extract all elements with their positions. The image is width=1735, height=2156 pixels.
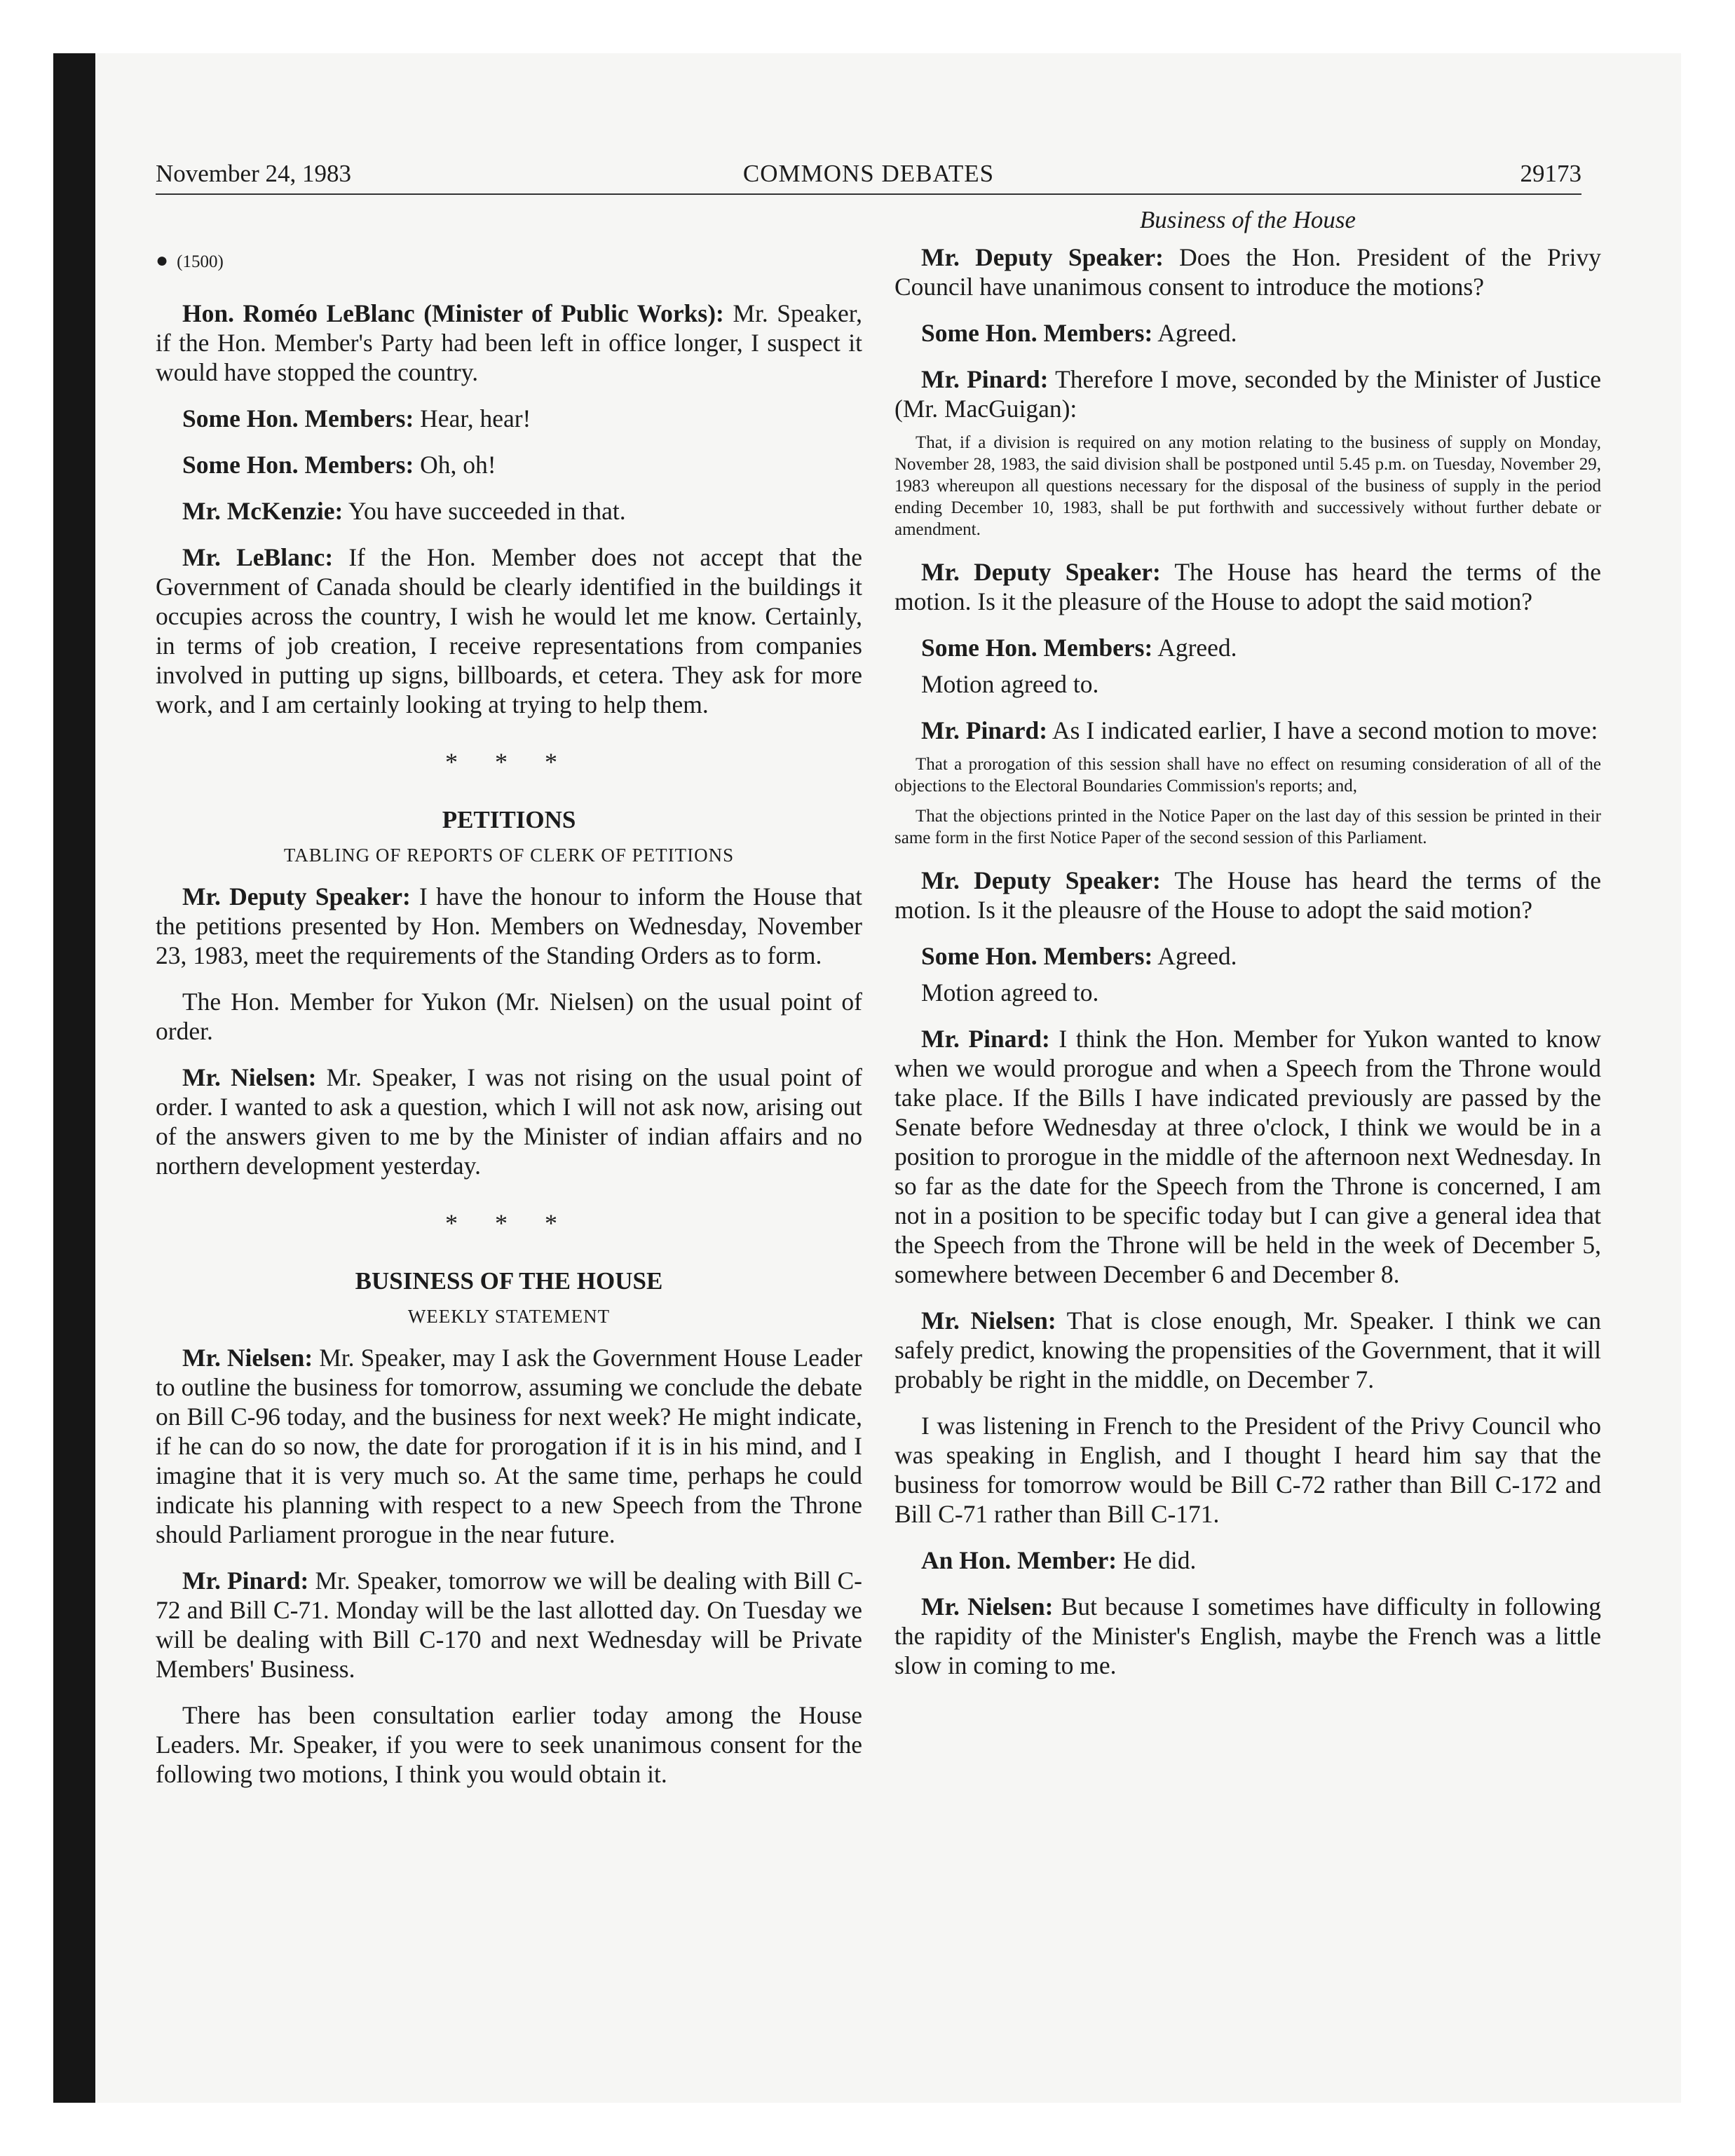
speaker-name: Mr. LeBlanc:: [182, 543, 334, 571]
speech-paragraph: [156, 450, 862, 479]
speech-paragraph: [156, 1063, 862, 1180]
speech-text: The House has heard the terms of the motion. Is it the pleasure of the House to adopt the said motion?: [894, 558, 1601, 615]
speech-text: Motion agreed to.: [921, 978, 1099, 1007]
header-page-number: 29173: [1520, 160, 1581, 187]
speaker-name: Some Hon. Members:: [182, 451, 414, 479]
speech-paragraph: [156, 1343, 862, 1549]
motion-text: That, if a division is required on any motion relating to the business of supply on Monday, November 28, 1983, the said division shall be postponed until 5.45 p.m. on Tuesday, November 29, 1983 whereupon all questions necessary for the disposal of the business of supply in the period ending December 10, 1983, shall be put forthwith and successively without further debate or amendment.: [894, 433, 1601, 539]
speaker-name: Mr. Deputy Speaker:: [182, 882, 411, 910]
speech-paragraph: [156, 543, 862, 719]
speech-text: But because I sometimes have difficulty in following the rapidity of the Minister's English, maybe the French was a little slow in coming to me.: [894, 1592, 1601, 1679]
speaker-name: Hon. Roméo LeBlanc (Minister of Public Works):: [182, 299, 724, 327]
section-heading-business: BUSINESS OF THE HOUSE: [355, 1267, 663, 1295]
speaker-name: Some Hon. Members:: [921, 942, 1153, 970]
speech-text: Agreed.: [1152, 319, 1237, 347]
speech-paragraph: [894, 633, 1601, 662]
speech-paragraph: [894, 1024, 1601, 1289]
speaker-name: Mr. Pinard:: [182, 1567, 309, 1595]
speech-paragraph: [156, 1700, 862, 1789]
speech-text: There has been consultation earlier today among the House Leaders. Mr. Speaker, if you were to seek unanimous consent for the following two motions, I think you would obtain it.: [156, 1701, 862, 1788]
header-rule: [156, 193, 1581, 195]
speaker-name: Mr. Pinard:: [921, 716, 1048, 744]
speech-text: I think the Hon. Member for Yukon wanted to know when we would prorogue and when a Speech from the Throne would take place. If the Bills I have indicated previously are passed by the Senate before Wednesday at three o'clock, I think we would be in a position to prorogue in the middle of the afternoon next Wednesday. In so far as the date for the Speech from the Throne is concerned, I am not in a position to be specific today but I can give a general idea that the Speech from the Throne will be held in the week of December 5, somewhere between December 6 and December 8.: [894, 1025, 1602, 1288]
speech-text: I was listening in French to the President of the Privy Council who was speaking in English, and I thought I heard him say that the business for tomorrow would be Bill C-72 rather than Bill C-172 and Bill C-71 rather than Bill C-171.: [894, 1412, 1601, 1528]
speaker-name: Mr. Nielsen:: [921, 1592, 1054, 1621]
section-subheading: TABLING OF REPORTS OF CLERK OF PETITIONS: [283, 845, 735, 866]
speech-paragraph: [894, 669, 1601, 699]
speaker-name: Mr. Deputy Speaker:: [921, 558, 1161, 586]
speech-paragraph: [156, 496, 862, 526]
speech-paragraph: [894, 1592, 1601, 1680]
speech-paragraph: [894, 1411, 1601, 1529]
scan-edge: [53, 53, 95, 2103]
speech-paragraph: [894, 1546, 1601, 1575]
speech-text: You have succeeded in that.: [343, 497, 626, 525]
speech-text: Mr. Speaker, I was not rising on the usual point of order. I wanted to ask a question, which I will not ask now, arising out of the answers given to me by the Minister of indian affairs and no northern development yesterday.: [156, 1063, 863, 1180]
speech-text: Motion agreed to.: [921, 670, 1099, 698]
speech-text: Mr. Speaker, tomorrow we will be dealing with Bill C-72 and Bill C-71. Monday will be the last allotted day. On Tuesday we will be dealing with Bill C-170 and next Wednesday will be Private Members' Business.: [156, 1567, 862, 1683]
speech-paragraph: [894, 978, 1601, 1007]
speech-text: I have the honour to inform the House that the petitions presented by Hon. Members on Wednesday, November 23, 1983, meet the requirements of the Standing Orders as to form.: [156, 882, 863, 969]
speaker-name: Mr. Pinard:: [921, 1025, 1050, 1053]
speech-text: Mr. Speaker, may I ask the Government House Leader to outline the business for tomorrow, assuming we conclude the debate on Bill C-96 today, and the business for next week? He might indicate, if he can do so now, the date for prorogation if it is in his mind, and I imagine that it is very much so. At the same time, perhaps he could indicate his planning with respect to a new Speech from the Throne should Parliament prorogue in the near future.: [156, 1344, 862, 1548]
speech-paragraph: [894, 318, 1601, 348]
speech-paragraph: [894, 243, 1601, 301]
speaker-name: Mr. Nielsen:: [182, 1063, 317, 1091]
speaker-name: Some Hon. Members:: [921, 319, 1153, 347]
speech-text: Does the Hon. President of the Privy Council have unanimous consent to introduce the motions?: [894, 243, 1601, 301]
speaker-name: Mr. Deputy Speaker:: [921, 866, 1161, 894]
speaker-name: Mr. Nielsen:: [921, 1306, 1056, 1335]
speaker-name: Mr. Pinard:: [921, 365, 1049, 393]
speech-paragraph: [894, 364, 1601, 423]
speech-paragraph: [894, 716, 1601, 745]
speaker-name: Mr. McKenzie:: [182, 497, 343, 525]
speech-paragraph: [156, 1566, 862, 1684]
speech-paragraph: [894, 1306, 1601, 1394]
header-date: November 24, 1983: [156, 160, 351, 187]
speech-paragraph: [894, 557, 1601, 616]
motion-text: That the objections printed in the Notice Paper on the last day of this session be printed in their same form in the first Notice Paper of the second session of this Parliament.: [894, 807, 1601, 847]
time-mark: [156, 248, 862, 275]
time-mark-text: (1500): [177, 252, 224, 271]
speech-paragraph: [894, 941, 1601, 971]
speaker-name: Mr. Nielsen:: [182, 1344, 313, 1372]
speech-text: Agreed.: [1152, 634, 1237, 662]
speaker-name: Some Hon. Members:: [921, 634, 1153, 662]
speech-text: Hear, hear!: [414, 404, 531, 432]
speaker-name: Some Hon. Members:: [182, 404, 414, 432]
speech-text: Therefore I move, seconded by the Minister of Justice (Mr. MacGuigan):: [894, 365, 1601, 423]
speech-paragraph: [156, 404, 862, 433]
motion-text: That a prorogation of this session shall have no effect on resuming consideration of all of the objections to the Electoral Boundaries Commission's reports; and,: [894, 755, 1601, 796]
speech-text: The Hon. Member for Yukon (Mr. Nielsen) on the usual point of order.: [156, 988, 862, 1045]
speech-text: As I indicated earlier, I have a second motion to move:: [1047, 716, 1598, 744]
speech-text: Oh, oh!: [414, 451, 496, 479]
section-separator: * * *: [445, 1209, 573, 1237]
bullet-icon: ●: [156, 249, 169, 272]
speech-paragraph: [156, 882, 862, 970]
left-column: [156, 209, 862, 1806]
section-separator: * * *: [445, 748, 573, 776]
section-heading-petitions: PETITIONS: [442, 806, 576, 833]
speech-paragraph: [156, 987, 862, 1046]
speech-text: He did.: [1117, 1546, 1197, 1574]
speech-text: Mr. Speaker, if the Hon. Member's Party had been left in office longer, I suspect it would have stopped the country.: [156, 299, 862, 386]
speaker-name: An Hon. Member:: [921, 1546, 1117, 1574]
header-title: COMMONS DEBATES: [742, 160, 995, 187]
running-head: Business of the House: [1139, 206, 1356, 233]
speaker-name: Mr. Deputy Speaker:: [921, 243, 1164, 271]
speech-text: Agreed.: [1152, 942, 1237, 970]
speech-paragraph: [894, 866, 1601, 925]
section-subheading: WEEKLY STATEMENT: [407, 1306, 611, 1327]
speech-paragraph: [156, 299, 862, 387]
speech-text: That is close enough, Mr. Speaker. I think we can safely predict, knowing the propensities of the Government, that it will probably be right in the middle, on December 7.: [894, 1306, 1601, 1393]
right-column: [894, 206, 1602, 1697]
page-header: [156, 158, 1581, 191]
speech-text: The House has heard the terms of the motion. Is it the pleausre of the House to adopt the said motion?: [894, 866, 1601, 924]
speech-text: If the Hon. Member does not accept that the Government of Canada should be clearly identified in the buildings it occupies across the country, I wish he would let me know. Certainly, in terms of job creation, I receive representations from companies involved in putting up signs, billboards, et cetera. They ask for more work, and I am certainly looking at trying to help them.: [156, 543, 862, 718]
